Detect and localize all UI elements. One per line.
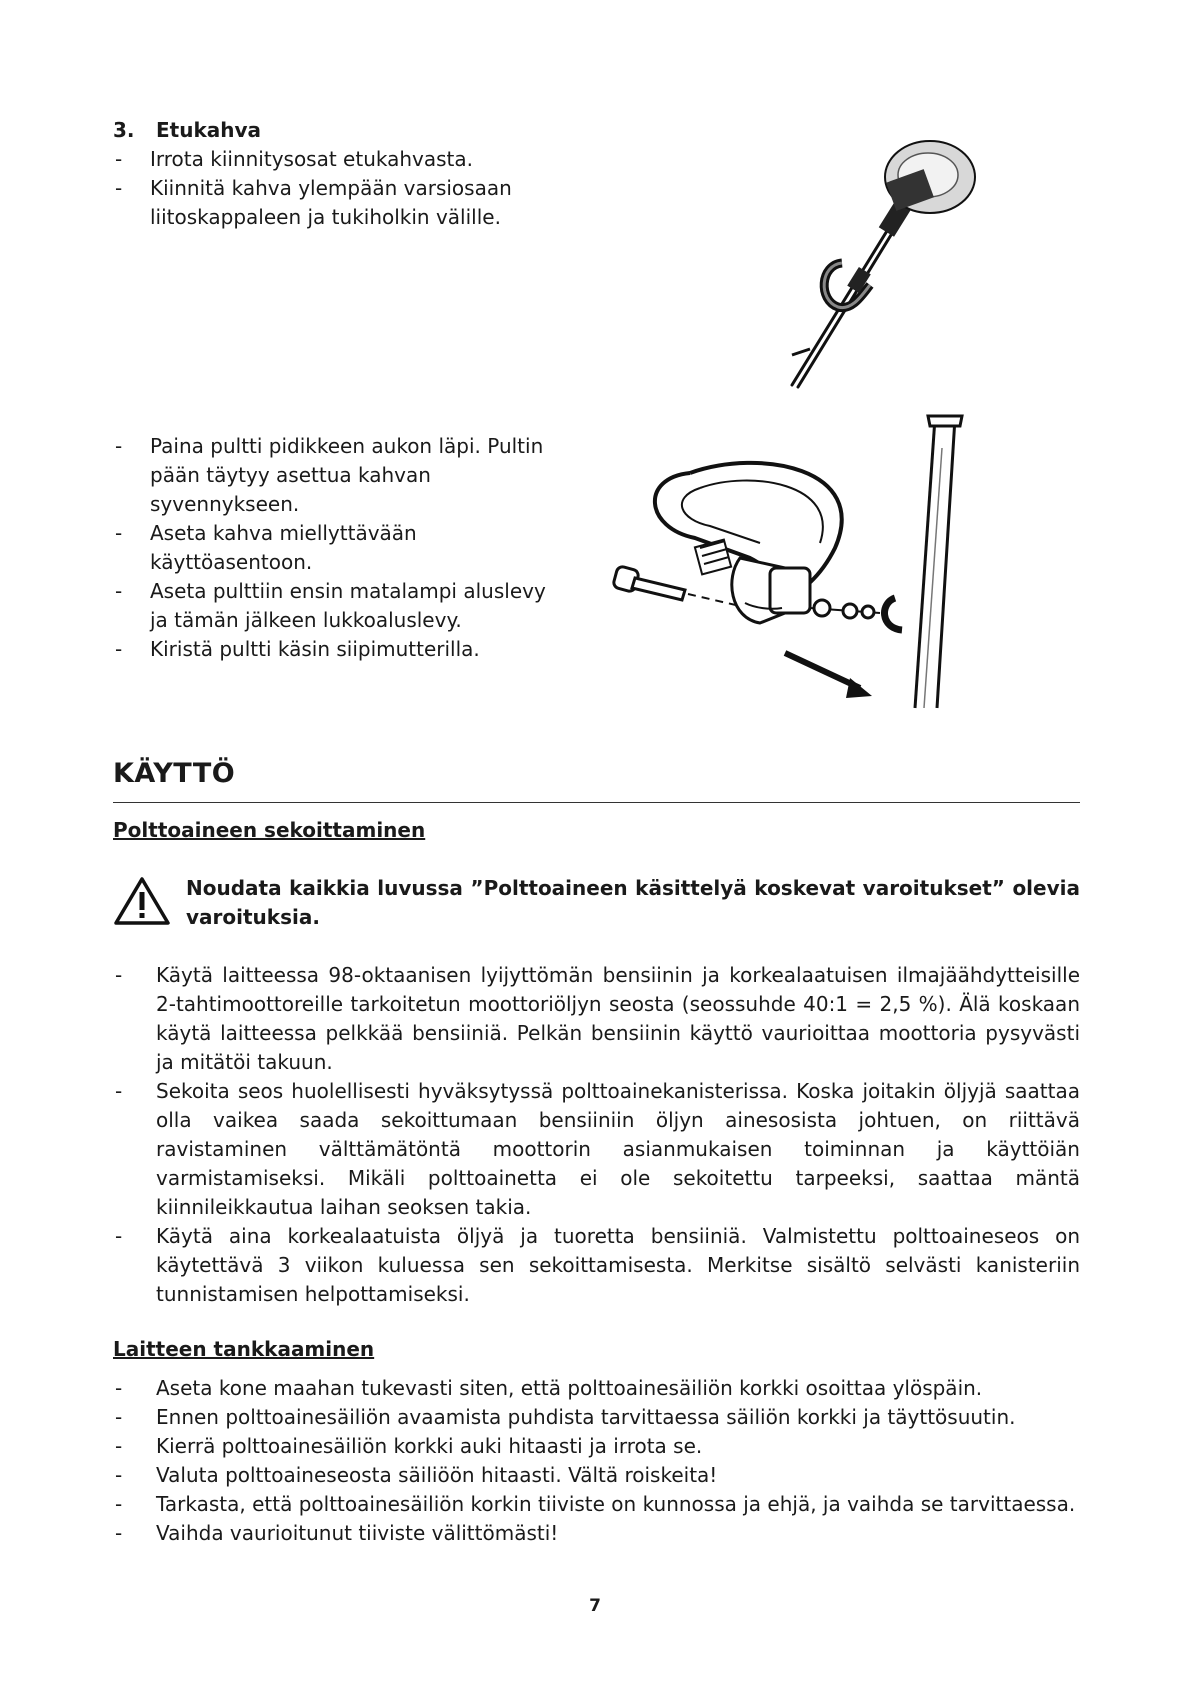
list-item: - Valuta polttoaineseosta säiliöön hitaasti. Vältä roiskeita!	[113, 1461, 1080, 1490]
list-item: - Paina pultti pidikkeen aukon läpi. Pultin pään täytyy asettua kahvan syvennykseen.	[113, 432, 553, 519]
list-item: - Kierrä polttoainesäiliön korkki auki hitaasti ja irrota se.	[113, 1432, 1080, 1461]
bolt	[613, 566, 740, 606]
heading-divider	[113, 802, 1080, 803]
list-item: - Käytä aina korkealaatuista öljyä ja tuoretta bensiiniä. Valmistettu polttoaineseos on käytettävä 3 viikon kuluessa sen sekoittamisesta. Merkitse sisältö selvästi kanisteriin tunnistamisen helpottamiseksi.	[113, 1222, 1080, 1309]
list-item: - Kiristä pultti käsin siipimutterilla.	[113, 635, 553, 664]
shaft	[915, 416, 962, 708]
trimmer-figure	[780, 135, 995, 395]
refueling-list	[113, 1374, 1080, 1548]
list-item: - Vaihda vaurioitunut tiiviste välittömästi!	[113, 1519, 1080, 1548]
clamp	[732, 558, 810, 623]
section-heading: KÄYTTÖ	[113, 758, 236, 789]
fuel-mixing-list	[113, 961, 1080, 1309]
list-item: - Aseta kahva miellyttävään käyttöasentoon.	[113, 519, 553, 577]
warning-triangle-icon	[113, 876, 171, 926]
warning-text: Noudata kaikkia luvussa ”Polttoaineen käsittelyä koskevat varoitukset” olevia varoituksia.	[186, 876, 1080, 929]
fuel-mixing-subheading: Polttoaineen sekoittaminen	[113, 818, 426, 842]
refueling-subheading: Laitteen tankkaaminen	[113, 1337, 375, 1361]
engine-housing	[885, 141, 975, 213]
list-item: - Käytä laitteessa 98-oktaanisen lyijyttömän bensiinin ja korkealaatuisen ilmajäähdytteisille 2-tahtimoottoreille tarkoitetun moottoriöljyn seosta (seossuhde 40:1 = 2,5 %). Älä koskaan käytä laitteessa pelkkää bensiiniä. Pelkän bensiinin käyttö vaurioittaa moottoria pysyvästi ja mitätöi takuun.	[113, 961, 1080, 1077]
front-handle-steps-2	[113, 432, 553, 664]
list-item: - Irrota kiinnitysosat etukahvasta.	[113, 145, 553, 174]
list-item: - Aseta kone maahan tukevasti siten, että polttoainesäiliön korkki osoittaa ylöspäin.	[113, 1374, 1080, 1403]
page-number: 7	[589, 1596, 601, 1616]
list-item: - Sekoita seos huolellisesti hyväksytyssä polttoainekanisterissa. Koska joitakin öljyjä saattaa olla vaikea saada sekoittumaan bensiiniin öljyn ainesosista johtuen, on riittävä ravistaminen välttämätöntä moottorin asianmukaisen toiminnan ja käyttöiän varmistamiseksi. Mikäli polttoainetta ei ole sekoitettu tarpeeksi, saattaa mäntä kiinnileikkautua laihan seoksen takia.	[113, 1077, 1080, 1222]
list-item: - Ennen polttoainesäiliön avaamista puhdista tarvittaessa säiliön korkki ja täyttösuutin.	[113, 1403, 1080, 1432]
handle-assembly-figure	[610, 408, 990, 713]
list-item: - Aseta pulttiin ensin matalampi aluslevy ja tämän jälkeen lukkoaluslevy.	[113, 577, 553, 635]
list-item: - Tarkasta, että polttoainesäiliön korkin tiiviste on kunnossa ja ehjä, ja vaihda se tarvittaessa.	[113, 1490, 1080, 1519]
section-number: 3.	[113, 118, 135, 142]
list-item: - Kiinnitä kahva ylempään varsiosaan liitoskappaleen ja tukiholkin välille.	[113, 174, 553, 232]
section-3-heading	[113, 116, 261, 144]
section-title: Etukahva	[156, 118, 262, 142]
front-handle-steps-1	[113, 145, 553, 232]
